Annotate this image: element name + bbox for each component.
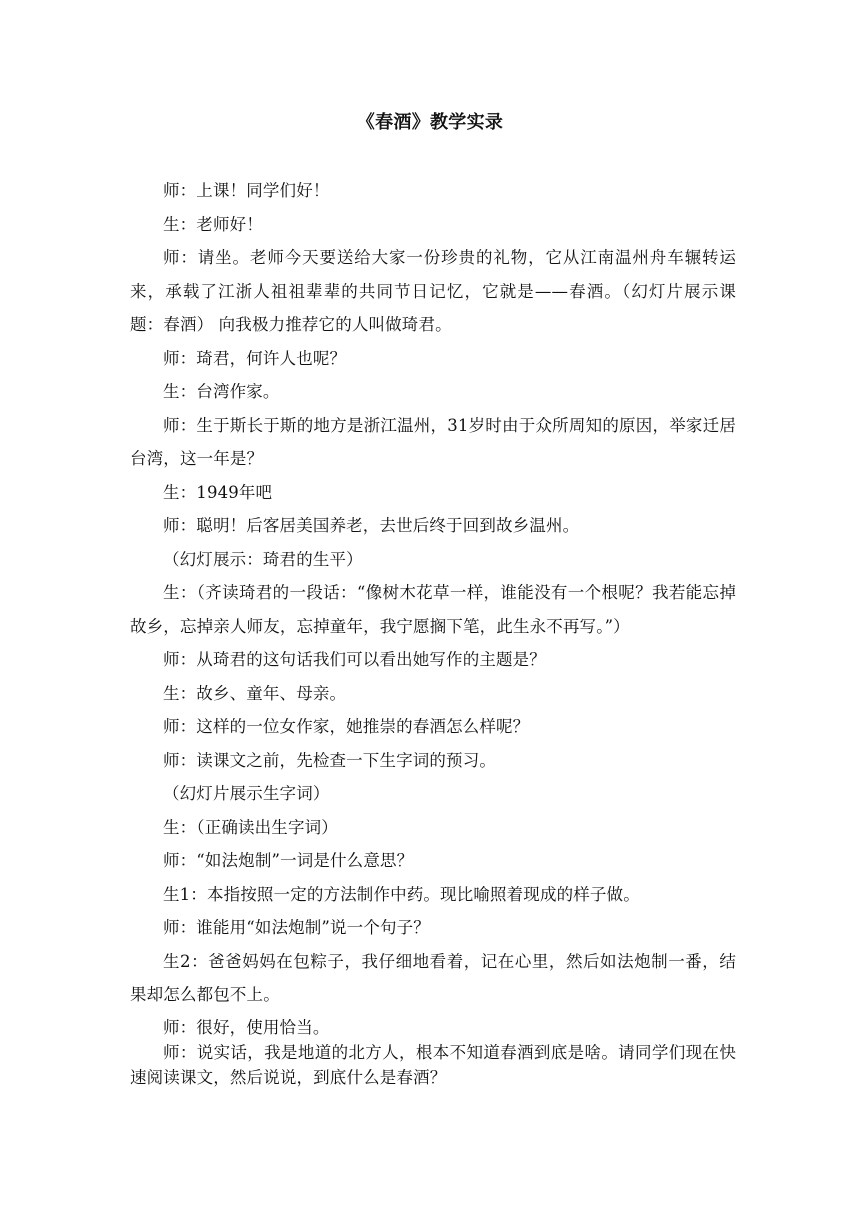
paragraph-18: 生1：本指按照一定的方法制作中药。现比喻照着现成的样子做。	[163, 884, 640, 904]
paragraph-20: 生2：爸爸妈妈在包粽子，我仔细地看着，记在心里，然后如法炮制一番，结果却怎么都包不上。	[130, 951, 736, 1004]
paragraph-11: 师：从琦君的这句话我们可以看出她写作的主题是？	[163, 650, 546, 669]
document-title: 《春酒》教学实录	[356, 112, 504, 133]
paragraph-8: 师：聪明！后客居美国养老，去世后终于回到故乡温州。	[163, 516, 580, 535]
paragraph-2: 生：老师好！	[163, 214, 263, 234]
paragraph-16: 生：（正确读出生字词）	[163, 817, 338, 837]
paragraph-15: （幻灯片展示生字词）	[163, 784, 330, 803]
paragraph-9: （幻灯展示：琦君的生平）	[163, 549, 363, 569]
paragraph-17: 师：“如法炮制”一词是什么意思？	[163, 851, 414, 870]
paragraph-3: 师：请坐。老师今天要送给大家一份珍贵的礼物，它从江南温州舟车辗转运来，承载了江浙人祖祖辈辈的共同节日记忆，它就是——春酒。（幻灯片展示课题：春酒） 向我极力推荐它的人叫做琦君。	[130, 248, 736, 334]
paragraph-7: 生：1949年吧	[163, 482, 273, 502]
paragraph-13: 师：这样的一位女作家，她推崇的春酒怎么样呢？	[163, 717, 530, 736]
paragraph-5: 生：台湾作家。	[163, 382, 280, 401]
paragraph-19: 师：谁能用“如法炮制”说一个句子？	[163, 918, 430, 937]
paragraph-10: 生：（齐读琦君的一段话：“像树木花草一样，谁能没有一个根呢？我若能忘掉故乡，忘掉亲人师友，忘掉童年，我宁愿搁下笔，此生永不再写。”）	[130, 583, 736, 636]
paragraph-12: 生：故乡、童年、母亲。	[163, 683, 347, 703]
paragraph-22: 师：说实话，我是地道的北方人，根本不知道春酒到底是啥。请同学们现在快速阅读课文，然后说说，到底什么是春酒？	[130, 1042, 736, 1087]
paragraph-1: 师：上课！同学们好！	[163, 181, 330, 200]
paragraph-14: 师：读课文之前，先检查一下生字词的预习。	[163, 750, 496, 770]
paragraph-21: 师：很好，使用恰当。	[163, 1017, 330, 1037]
paragraph-6: 师：生于斯长于斯的地方是浙江温州，31岁时由于众所周知的原因，举家迁居台湾，这一年是？	[130, 415, 736, 468]
document-body	[130, 174, 736, 1090]
paragraph-4: 师：琦君，何许人也呢？	[163, 348, 347, 368]
